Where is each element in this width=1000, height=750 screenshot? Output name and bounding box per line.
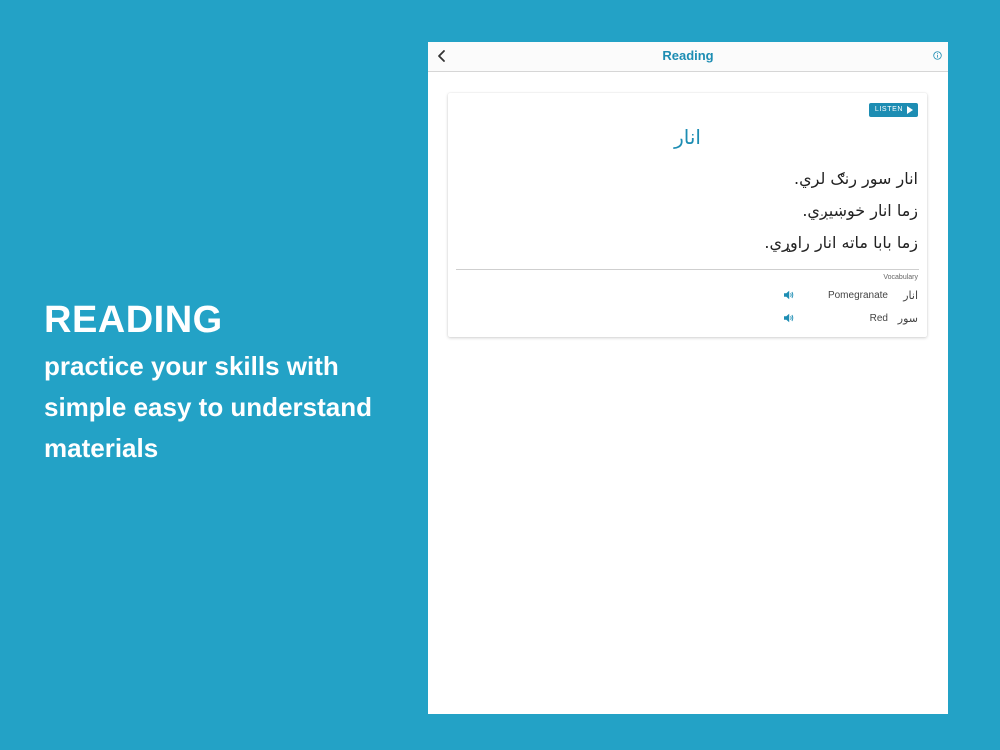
listen-button-label: LISTEN — [874, 106, 903, 113]
speaker-icon[interactable] — [783, 289, 795, 301]
speaker-icon[interactable] — [783, 312, 795, 324]
vocab-pashto: سور — [897, 312, 918, 325]
promo-title: READING — [44, 299, 223, 341]
reading-sentence: انار سور رنګ لري. — [794, 169, 918, 188]
vocabulary-label: Vocabulary — [883, 274, 918, 281]
promo-subtitle-line: simple easy to understand — [44, 392, 372, 422]
reading-sentences — [764, 163, 918, 259]
vocab-english: Pomegranate — [827, 290, 888, 301]
promo-subtitle-line: materials — [44, 433, 159, 463]
promo-subtitle-line: practice your skills with — [44, 351, 339, 381]
promo-text — [44, 298, 372, 469]
play-icon — [907, 106, 913, 114]
reading-card — [448, 93, 927, 337]
vocab-english: Red — [869, 313, 888, 324]
vocab-pashto: انار — [903, 289, 918, 302]
vocab-row — [448, 289, 927, 307]
reading-word-title: انار — [674, 125, 701, 149]
reading-sentence: زما انار خوښيږي. — [802, 201, 918, 220]
listen-button[interactable] — [869, 103, 918, 117]
info-icon[interactable] — [933, 51, 942, 60]
app-screen — [428, 42, 948, 714]
divider — [456, 269, 919, 270]
vocab-row — [448, 312, 927, 330]
page-title: Reading — [662, 48, 714, 63]
reading-sentence: زما بابا ماته انار راوړي. — [764, 233, 918, 252]
promo-subtitle — [44, 346, 372, 469]
navigation-bar — [428, 42, 948, 72]
